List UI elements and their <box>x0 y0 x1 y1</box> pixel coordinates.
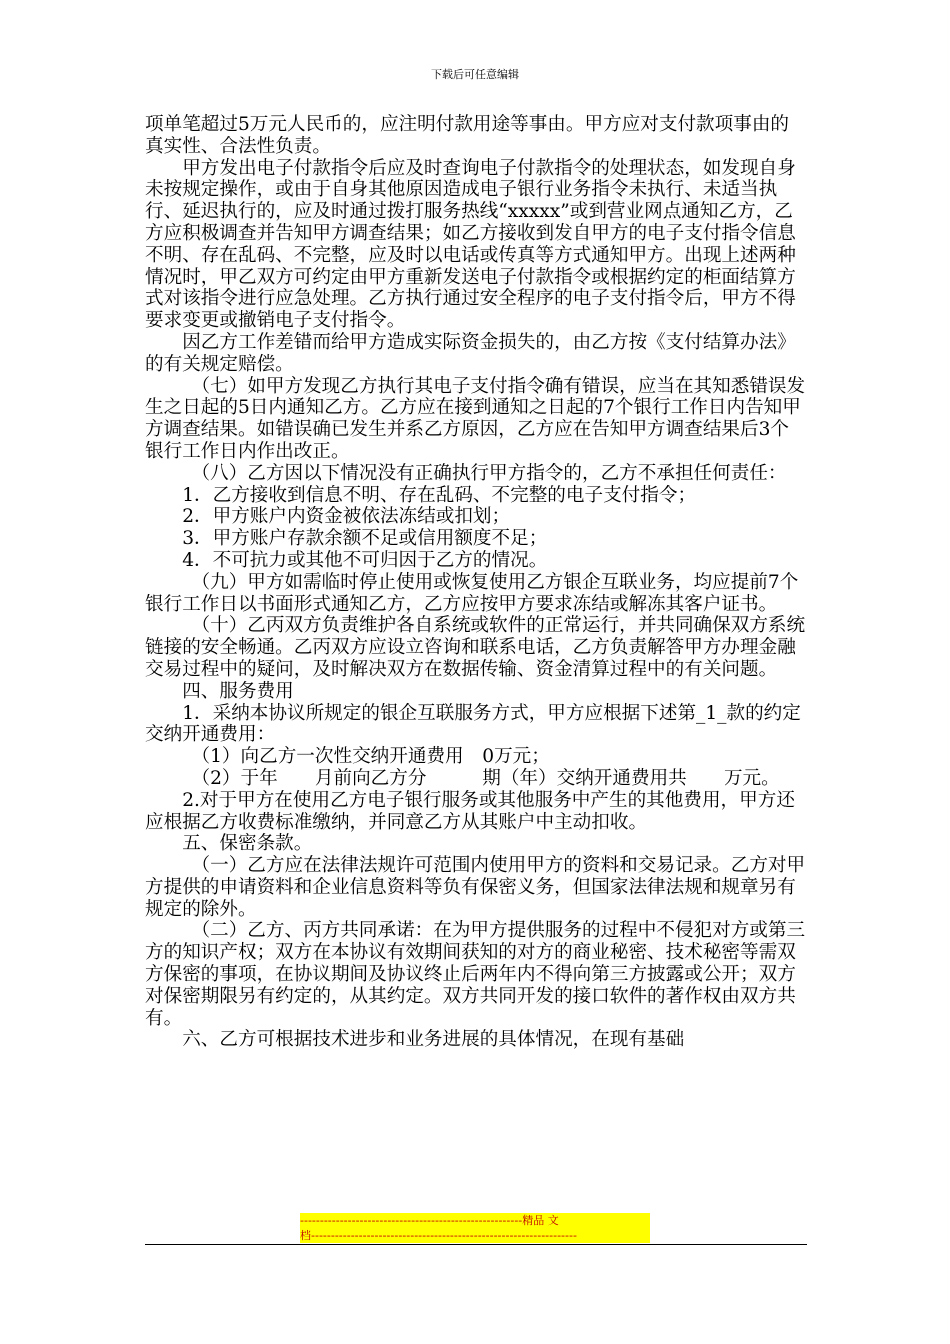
paragraph: （七）如甲方发现乙方执行其电子支付指令确有错误，应当在其知悉错误发生之日起的5日内通知乙方。乙方应在接到通知之日起的7个银行工作日内告知甲方调查结果。如错误确已发生并系乙方原因，乙方应在告知甲方调查结果后3个银行工作日内作出改正。 <box>145 375 806 462</box>
paragraph: 四、服务费用 <box>182 680 294 702</box>
paragraph: （2）于年 月前向乙方分 期（年）交纳开通费用共 万元。 <box>191 767 780 789</box>
paragraph: （九）甲方如需临时停止使用或恢复使用乙方银企互联业务，均应提前7个银行工作日以书面形式通知乙方，乙方应按甲方要求冻结或解冻其客户证书。 <box>145 571 799 615</box>
paragraph: 六、乙方可根据技术进步和业务进展的具体情况，在现有基础 <box>182 1029 685 1051</box>
document-body <box>145 114 807 1051</box>
footer-watermark-line1: --------------------------------------------------------精品 文 <box>300 1213 650 1228</box>
footer-watermark-line2: 档------------------------------------------------------------------- <box>300 1228 650 1243</box>
paragraph: 五、保密条款。 <box>182 833 313 855</box>
paragraph: 甲方发出电子付款指令后应及时查询电子付款指令的处理状态，如发现自身未按规定操作，或由于自身其他原因造成电子银行业务指令未执行、未适当执行、延迟执行的，应及时通过拨打服务热线“xxxxx”或到营业网点通知乙方，乙方应积极调查并告知甲方调查结果；如乙方接收到发自甲方的电子支付指令信息不明、存在乱码、不完整，应及时以电话或传真等方式通知甲方。出现上述两种情况时，甲乙双方可约定由甲方重新发送电子付款指令或根据约定的柜面结算方式对该指令进行应急处理。乙方执行通过安全程序的电子支付指令后，甲方不得要求变更或撤销电子支付指令。 <box>145 157 796 332</box>
paragraph: （1）向乙方一次性交纳开通费用 0万元； <box>191 746 550 768</box>
paragraph: （八）乙方因以下情况没有正确执行甲方指令的，乙方不承担任何责任： <box>191 462 787 484</box>
paragraph: 1．采纳本协议所规定的银企互联服务方式，甲方应根据下述第_1_款的约定交纳开通费用： <box>145 702 801 746</box>
paragraph: （一）乙方应在法律法规许可范围内使用甲方的资料和交易记录。乙方对甲方提供的申请资料和企业信息资料等负有保密义务，但国家法律法规和规章另有规定的除外。 <box>145 855 806 920</box>
paragraph: 4．不可抗力或其他不可归因于乙方的情况。 <box>182 549 548 571</box>
paragraph: 2.对于甲方在使用乙方电子银行服务或其他服务中产生的其他费用，甲方还应根据乙方收费标准缴纳，并同意乙方从其账户中主动扣收。 <box>145 789 795 833</box>
paragraph: （十）乙丙双方负责维护各自系统或软件的正常运行，并共同确保双方系统链接的安全畅通。乙丙双方应设立咨询和联系电话，乙方负责解答甲方办理金融交易过程中的疑问，及时解决双方在数据传输、资金清算过程中的有关问题。 <box>145 615 806 680</box>
paragraph: 2．甲方账户内资金被依法冻结或扣划； <box>182 506 511 528</box>
page-header: 下载后可任意编辑 <box>431 68 519 81</box>
footer-rule <box>145 1244 807 1245</box>
paragraph: 因乙方工作差错而给甲方造成实际资金损失的，由乙方按《支付结算办法》的有关规定赔偿。 <box>145 331 796 375</box>
paragraph: 1．乙方接收到信息不明、存在乱码、不完整的电子支付指令； <box>182 484 697 506</box>
paragraph: 项单笔超过5万元人民币的，应注明付款用途等事由。甲方应对支付款项事由的真实性、合法性负责。 <box>145 114 790 157</box>
paragraph: 3．甲方账户存款余额不足或信用额度不足； <box>182 528 548 550</box>
paragraph: （二）乙方、丙方共同承诺：在为甲方提供服务的过程中不侵犯对方或第三方的知识产权；双方在本协议有效期间获知的对方的商业秘密、技术秘密等需双方保密的事项，在协议期间及协议终止后两年内不得向第三方披露或公开；双方对保密期限另有约定的，从其约定。双方共同开发的接口软件的著作权由双方共有。 <box>145 920 806 1029</box>
